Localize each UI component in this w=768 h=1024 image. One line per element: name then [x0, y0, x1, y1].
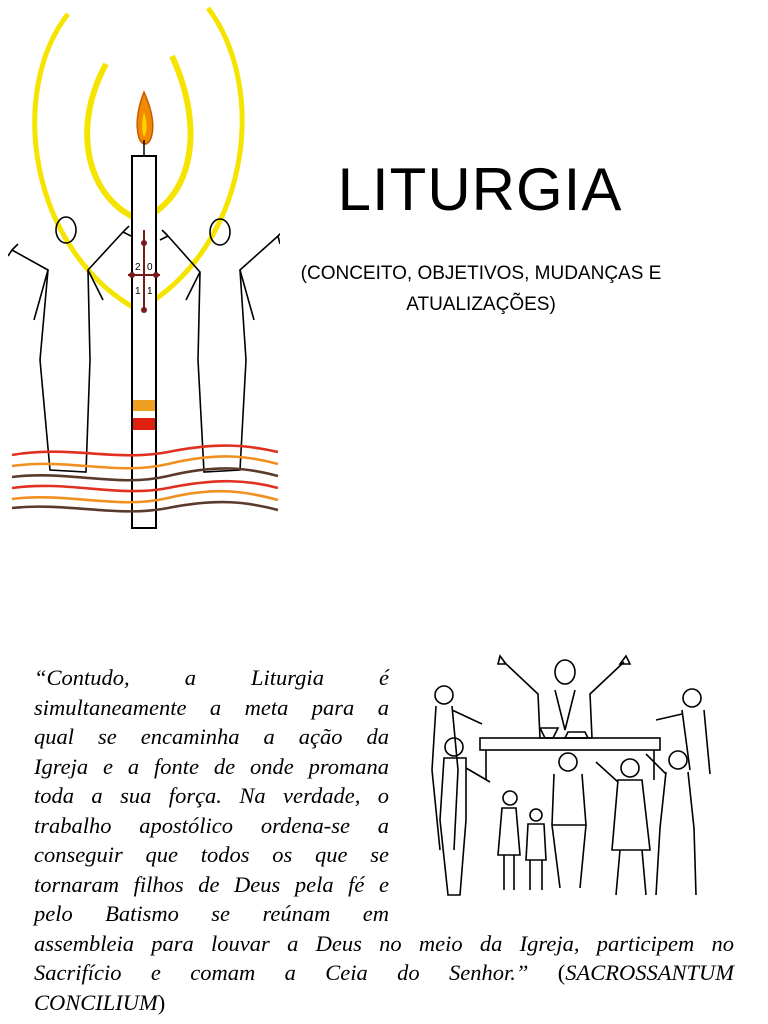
quote-line: simultaneamente a meta para a: [34, 694, 389, 720]
quote-line: CONCILIUM): [34, 989, 166, 1015]
quote-line: qual se encaminha a ação da: [34, 724, 389, 749]
subtitle-line: (CONCEITO, OBJETIVOS, MUDANÇAS E: [300, 263, 662, 284]
quote-line: Sacrifício e comam a Ceia do Senhor.” (SACROSSANTUM: [34, 960, 735, 985]
quote-line: tornaram filhos de Deus pela fé e: [34, 871, 389, 897]
candle-year-mark: 2: [135, 262, 141, 273]
page-title: LITURGIA: [337, 156, 623, 223]
figure-left-icon: [8, 217, 131, 472]
quote-block: [34, 663, 734, 1017]
subtitle-line: ATUALIZAÇÕES): [406, 294, 556, 315]
quote-line: toda a sua força. Na verdade, o: [34, 783, 389, 808]
quote-line: “Contudo, a Liturgia é: [34, 665, 389, 690]
quote-source: (SACROSSANTUM: [557, 960, 735, 985]
candle-icon: [132, 156, 156, 528]
candle-year-mark: 1: [147, 286, 153, 297]
figure-right-icon: [160, 219, 280, 472]
page-subtitle: [266, 258, 696, 320]
candle-year-mark: 0: [147, 262, 153, 273]
candle-year-mark: 1: [135, 286, 141, 297]
quote-line: pelo Batismo se reúnam em: [34, 901, 389, 926]
quote-line: Igreja e a fonte de onde promana: [34, 753, 389, 779]
quote-line: conseguir que todos os que se: [34, 842, 389, 867]
quote-line: assembleia para louvar a Deus no meio da Igreja, participem no: [34, 930, 734, 956]
quote-line: trabalho apostólico ordena-se a: [34, 812, 389, 838]
flame-icon: [137, 92, 153, 156]
water-waves-icon: [12, 446, 278, 512]
paschal-candle-illustration: [8, 0, 280, 535]
